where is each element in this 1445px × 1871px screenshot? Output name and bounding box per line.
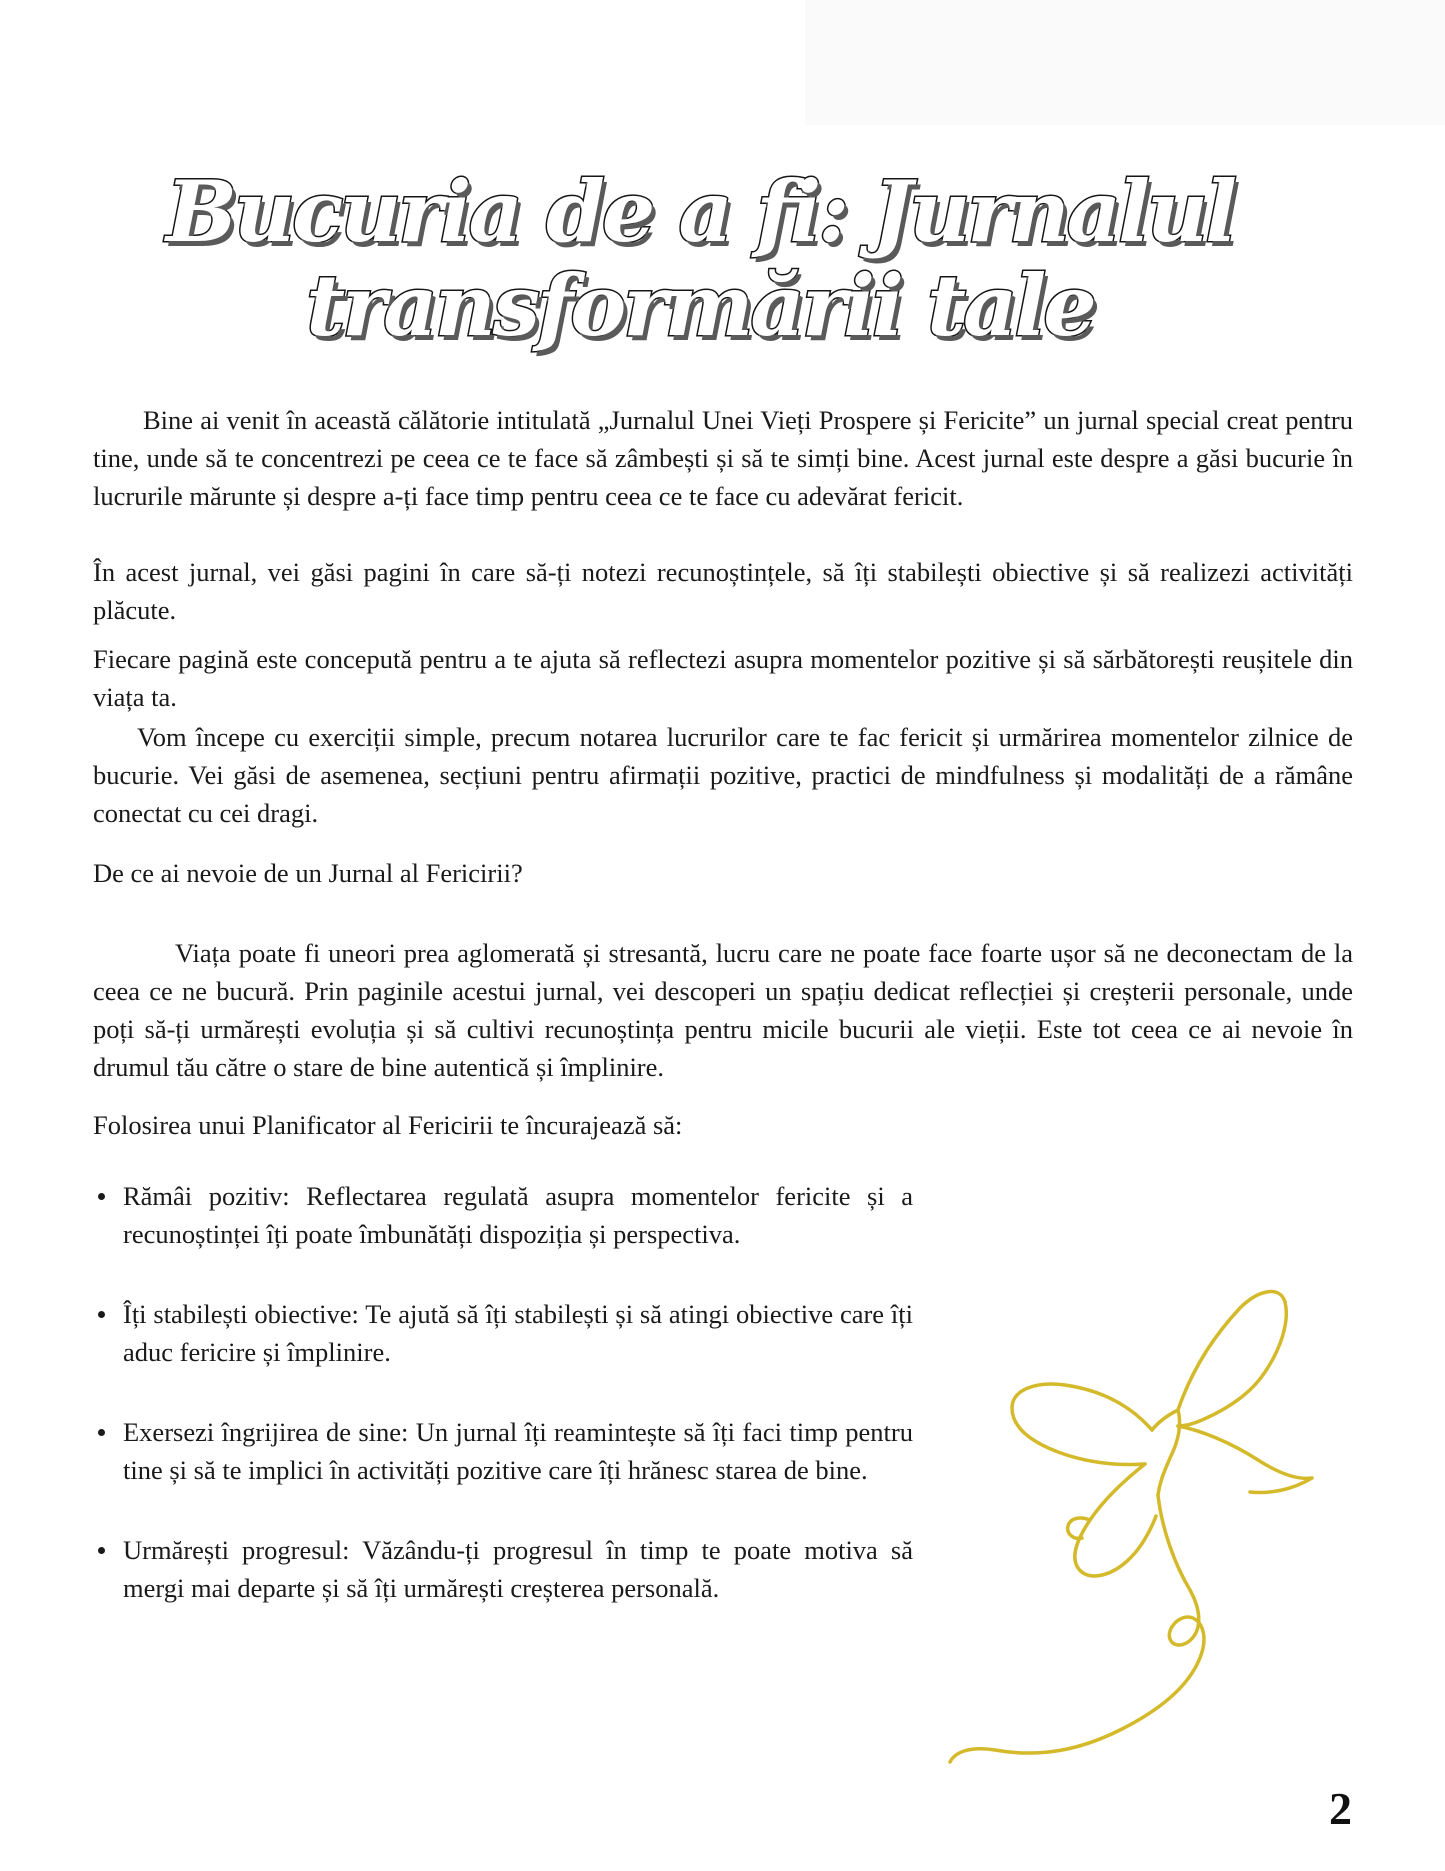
list-item <box>93 1413 913 1489</box>
lead-in-sentence: Folosirea unui Planificator al Fericirii te încurajează să: <box>93 1110 683 1140</box>
journal-pages-paragraph: În acest jurnal, vei găsi pagini în care să-ți notezi recunoștințele, să îți stabilești obiective și să realizezi activități plăcute. <box>93 557 1353 625</box>
why-paragraph: Viața poate fi uneori prea aglomerată și stresantă, lucru care ne poate face foarte ușor să ne deconectam de la ceea ce ne bucură. Prin paginile acestui jurnal, vei descoperi un spațiu dedicat reflecției și creșterii personale, unde poți să-ți urmărești evoluția și să cultivi recunoștința pentru micile bucurii ale vieții. Este tot ceea ce ai nevoie în drumul tău către o stare de bine autentică și împlinire. <box>93 938 1353 1082</box>
bullet-icon <box>98 1547 105 1554</box>
bullet-icon <box>98 1311 105 1318</box>
bullet-icon <box>98 1193 105 1200</box>
list-item <box>93 1295 913 1371</box>
page-number: 2 <box>1329 1783 1352 1834</box>
bullet-icon <box>98 1429 105 1436</box>
list-item-text: Exersezi îngrijirea de sine: Un jurnal îți reamintește să îți faci timp pentru tine și să te implici în activități pozitive care îți hrănesc starea de bine. <box>123 1417 913 1485</box>
butterfly-line-art-icon <box>940 1280 1360 1780</box>
list-item <box>93 1177 913 1253</box>
page-title <box>0 162 1400 355</box>
exercises-paragraph: Vom începe cu exerciții simple, precum notarea lucrurilor care te fac fericit și urmărirea momentelor zilnice de bucurie. Vei găsi de asemenea, secțiuni pentru afirmații pozitive, practici de mindfulness și modalități de a rămâne conectat cu cei dragi. <box>93 722 1353 828</box>
title-line-1: Bucuria de a fi: Jurnalul <box>166 162 1234 261</box>
top-right-shade <box>805 0 1445 125</box>
question-heading: De ce ai nevoie de un Jurnal al Fericirii? <box>93 858 523 888</box>
intro-paragraph: Bine ai venit în această călătorie intitulată „Jurnalul Unei Vieți Prospere și Fericite” un jurnal special creat pentru tine, unde să te concentrezi pe ceea ce te face să zâmbești și să te simți bine. Acest jurnal este despre a găsi bucurie în lucrurile mărunte și despre a-ți face timp pentru ceea ce te face cu adevărat fericit. <box>93 405 1353 511</box>
reflection-paragraph: Fiecare pagină este concepută pentru a te ajuta să reflectezi asupra momentelor pozitive și să sărbătorești reușitele din viața ta. <box>93 644 1353 712</box>
list-item-text: Urmărești progresul: Văzându-ți progresul în timp te poate motiva să mergi mai departe și să îți urmărești creșterea personală. <box>123 1535 913 1603</box>
list-item-text: Rămâi pozitiv: Reflectarea regulată asupra momentelor fericite și a recunoștinței îți poate îmbunătăți dispoziția și perspectiva. <box>123 1181 913 1249</box>
title-line-2: transformării tale <box>306 256 1094 355</box>
list-item-text: Îți stabilești obiective: Te ajută să îți stabilești și să atingi obiective care îți aduc fericire și împlinire. <box>123 1299 913 1367</box>
benefits-list <box>93 1177 913 1649</box>
list-item <box>93 1531 913 1607</box>
